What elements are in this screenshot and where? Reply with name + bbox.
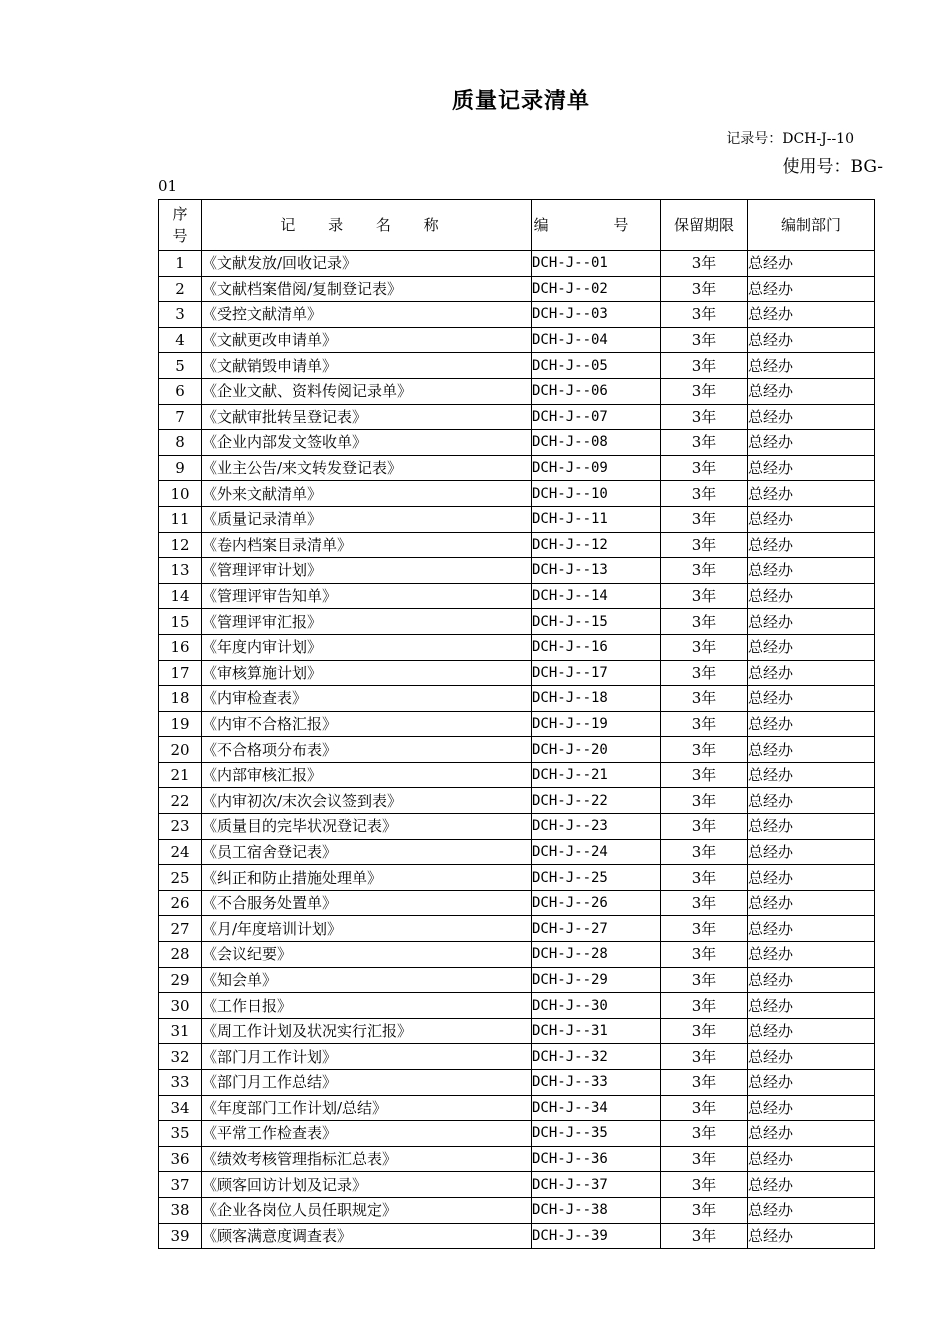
row-dept: 总经办 <box>748 993 875 1019</box>
row-record-name: 《文献审批转呈登记表》 <box>202 404 532 430</box>
row-dept: 总经办 <box>748 788 875 814</box>
row-record-name: 《不合格项分布表》 <box>202 737 532 763</box>
row-retention: 3年 <box>661 276 748 302</box>
row-record-name: 《部门月工作总结》 <box>202 1070 532 1096</box>
row-seq: 25 <box>159 865 202 891</box>
row-record-name: 《员工宿舍登记表》 <box>202 839 532 865</box>
row-record-name: 《审核算施计划》 <box>202 660 532 686</box>
row-dept: 总经办 <box>748 711 875 737</box>
row-record-name: 《业主公告/来文转发登记表》 <box>202 455 532 481</box>
row-record-name: 《内审初次/末次会议签到表》 <box>202 788 532 814</box>
row-code: DCH-J--15 <box>532 609 661 635</box>
row-retention: 3年 <box>661 609 748 635</box>
table-body <box>159 251 875 1249</box>
row-retention: 3年 <box>661 583 748 609</box>
row-retention: 3年 <box>661 430 748 456</box>
row-code: DCH-J--08 <box>532 430 661 456</box>
row-retention: 3年 <box>661 711 748 737</box>
row-seq: 4 <box>159 327 202 353</box>
row-retention: 3年 <box>661 1172 748 1198</box>
row-seq: 20 <box>159 737 202 763</box>
header-record-name <box>202 200 532 251</box>
table-row <box>159 634 875 660</box>
row-seq: 11 <box>159 506 202 532</box>
row-dept: 总经办 <box>748 942 875 968</box>
row-retention: 3年 <box>661 1197 748 1223</box>
row-record-name: 《顾客满意度调查表》 <box>202 1223 532 1249</box>
row-code: DCH-J--25 <box>532 865 661 891</box>
row-record-name: 《管理评审告知单》 <box>202 583 532 609</box>
row-retention: 3年 <box>661 481 748 507</box>
row-seq: 13 <box>159 558 202 584</box>
row-dept: 总经办 <box>748 558 875 584</box>
row-code: DCH-J--05 <box>532 353 661 379</box>
document-title: 质量记录清单 <box>451 89 590 114</box>
row-code: DCH-J--28 <box>532 942 661 968</box>
row-seq: 5 <box>159 353 202 379</box>
table-row <box>159 353 875 379</box>
row-retention: 3年 <box>661 916 748 942</box>
row-record-name: 《卷内档案目录清单》 <box>202 532 532 558</box>
table-row <box>159 916 875 942</box>
row-dept: 总经办 <box>748 1146 875 1172</box>
table-row <box>159 583 875 609</box>
row-code: DCH-J--06 <box>532 378 661 404</box>
row-seq: 6 <box>159 378 202 404</box>
table-row <box>159 788 875 814</box>
table-row <box>159 839 875 865</box>
row-code: DCH-J--34 <box>532 1095 661 1121</box>
row-code: DCH-J--12 <box>532 532 661 558</box>
row-record-name: 《工作日报》 <box>202 993 532 1019</box>
row-dept: 总经办 <box>748 506 875 532</box>
header-record-name-text: 记 录 名 称 <box>280 216 453 234</box>
table-row <box>159 865 875 891</box>
row-seq: 2 <box>159 276 202 302</box>
row-code: DCH-J--11 <box>532 506 661 532</box>
row-seq: 38 <box>159 1197 202 1223</box>
record-number: 记录号：DCH-J--10 <box>726 131 854 147</box>
row-code: DCH-J--29 <box>532 967 661 993</box>
table-row <box>159 302 875 328</box>
row-seq: 10 <box>159 481 202 507</box>
row-code: DCH-J--20 <box>532 737 661 763</box>
row-retention: 3年 <box>661 378 748 404</box>
row-retention: 3年 <box>661 865 748 891</box>
row-code: DCH-J--39 <box>532 1223 661 1249</box>
row-seq: 3 <box>159 302 202 328</box>
row-seq: 36 <box>159 1146 202 1172</box>
table-row <box>159 1095 875 1121</box>
table-row <box>159 481 875 507</box>
row-record-name: 《纠正和防止措施处理单》 <box>202 865 532 891</box>
row-code: DCH-J--32 <box>532 1044 661 1070</box>
row-record-name: 《管理评审计划》 <box>202 558 532 584</box>
row-record-name: 《管理评审汇报》 <box>202 609 532 635</box>
table-row <box>159 609 875 635</box>
header-code-text: 编 号 <box>533 216 659 234</box>
row-dept: 总经办 <box>748 404 875 430</box>
table-row <box>159 1070 875 1096</box>
table-row <box>159 455 875 481</box>
row-retention: 3年 <box>661 1044 748 1070</box>
row-record-name: 《年度内审计划》 <box>202 634 532 660</box>
row-seq: 21 <box>159 762 202 788</box>
row-record-name: 《会议纪要》 <box>202 942 532 968</box>
row-seq: 34 <box>159 1095 202 1121</box>
row-dept: 总经办 <box>748 686 875 712</box>
row-seq: 30 <box>159 993 202 1019</box>
row-record-name: 《文献发放/回收记录》 <box>202 251 532 277</box>
row-retention: 3年 <box>661 737 748 763</box>
row-seq: 23 <box>159 814 202 840</box>
row-dept: 总经办 <box>748 967 875 993</box>
row-dept: 总经办 <box>748 634 875 660</box>
row-retention: 3年 <box>661 455 748 481</box>
table-row <box>159 532 875 558</box>
row-dept: 总经办 <box>748 251 875 277</box>
row-dept: 总经办 <box>748 353 875 379</box>
row-retention: 3年 <box>661 532 748 558</box>
row-retention: 3年 <box>661 686 748 712</box>
row-dept: 总经办 <box>748 1018 875 1044</box>
row-record-name: 《质量目的完毕状况登记表》 <box>202 814 532 840</box>
row-record-name: 《月/年度培训计划》 <box>202 916 532 942</box>
row-retention: 3年 <box>661 327 748 353</box>
row-dept: 总经办 <box>748 839 875 865</box>
table-row <box>159 327 875 353</box>
row-retention: 3年 <box>661 558 748 584</box>
row-retention: 3年 <box>661 967 748 993</box>
row-record-name: 《顾客回访计划及记录》 <box>202 1172 532 1198</box>
table-row <box>159 1018 875 1044</box>
row-code: DCH-J--02 <box>532 276 661 302</box>
row-dept: 总经办 <box>748 1070 875 1096</box>
row-code: DCH-J--18 <box>532 686 661 712</box>
table-header-row <box>159 200 875 251</box>
table-row <box>159 686 875 712</box>
header-seq-line1: 序 <box>172 205 188 223</box>
row-record-name: 《企业内部发文签收单》 <box>202 430 532 456</box>
row-code: DCH-J--31 <box>532 1018 661 1044</box>
row-code: DCH-J--27 <box>532 916 661 942</box>
table-row <box>159 251 875 277</box>
row-retention: 3年 <box>661 1018 748 1044</box>
row-record-name: 《部门月工作计划》 <box>202 1044 532 1070</box>
row-retention: 3年 <box>661 942 748 968</box>
row-retention: 3年 <box>661 1223 748 1249</box>
header-seq-line2: 号 <box>172 227 188 245</box>
row-retention: 3年 <box>661 788 748 814</box>
row-dept: 总经办 <box>748 890 875 916</box>
row-seq: 17 <box>159 660 202 686</box>
row-code: DCH-J--09 <box>532 455 661 481</box>
row-dept: 总经办 <box>748 302 875 328</box>
table-row <box>159 993 875 1019</box>
row-seq: 39 <box>159 1223 202 1249</box>
header-code <box>532 200 661 251</box>
row-record-name: 《周工作计划及状况实行汇报》 <box>202 1018 532 1044</box>
table-row <box>159 430 875 456</box>
row-dept: 总经办 <box>748 1223 875 1249</box>
row-record-name: 《年度部门工作计划/总结》 <box>202 1095 532 1121</box>
table-row <box>159 711 875 737</box>
table-row <box>159 276 875 302</box>
table-row <box>159 1223 875 1249</box>
row-dept: 总经办 <box>748 737 875 763</box>
row-dept: 总经办 <box>748 609 875 635</box>
row-code: DCH-J--10 <box>532 481 661 507</box>
row-record-name: 《平常工作检查表》 <box>202 1121 532 1147</box>
row-seq: 33 <box>159 1070 202 1096</box>
row-record-name: 《绩效考核管理指标汇总表》 <box>202 1146 532 1172</box>
row-dept: 总经办 <box>748 1197 875 1223</box>
row-dept: 总经办 <box>748 276 875 302</box>
row-record-name: 《文献更改申请单》 <box>202 327 532 353</box>
row-retention: 3年 <box>661 353 748 379</box>
row-seq: 1 <box>159 251 202 277</box>
row-retention: 3年 <box>661 814 748 840</box>
row-retention: 3年 <box>661 660 748 686</box>
row-seq: 28 <box>159 942 202 968</box>
row-record-name: 《内审不合格汇报》 <box>202 711 532 737</box>
row-seq: 35 <box>159 1121 202 1147</box>
row-retention: 3年 <box>661 404 748 430</box>
row-dept: 总经办 <box>748 481 875 507</box>
row-record-name: 《企业各岗位人员任职规定》 <box>202 1197 532 1223</box>
row-code: DCH-J--01 <box>532 251 661 277</box>
row-dept: 总经办 <box>748 327 875 353</box>
row-record-name: 《文献档案借阅/复制登记表》 <box>202 276 532 302</box>
row-seq: 15 <box>159 609 202 635</box>
table-row <box>159 1197 875 1223</box>
table-row <box>159 660 875 686</box>
row-dept: 总经办 <box>748 660 875 686</box>
header-dept: 编制部门 <box>748 200 875 251</box>
row-seq: 19 <box>159 711 202 737</box>
row-record-name: 《不合服务处置单》 <box>202 890 532 916</box>
table-row <box>159 890 875 916</box>
table-row <box>159 1146 875 1172</box>
table-row <box>159 1044 875 1070</box>
table-row <box>159 404 875 430</box>
row-code: DCH-J--35 <box>532 1121 661 1147</box>
row-code: DCH-J--37 <box>532 1172 661 1198</box>
row-dept: 总经办 <box>748 532 875 558</box>
row-record-name: 《受控文献清单》 <box>202 302 532 328</box>
row-code: DCH-J--17 <box>532 660 661 686</box>
row-retention: 3年 <box>661 839 748 865</box>
row-record-name: 《内部审核汇报》 <box>202 762 532 788</box>
header-retention: 保留期限 <box>661 200 748 251</box>
row-retention: 3年 <box>661 634 748 660</box>
table-row <box>159 1121 875 1147</box>
row-dept: 总经办 <box>748 1095 875 1121</box>
row-seq: 32 <box>159 1044 202 1070</box>
row-code: DCH-J--13 <box>532 558 661 584</box>
row-dept: 总经办 <box>748 583 875 609</box>
row-code: DCH-J--24 <box>532 839 661 865</box>
row-seq: 29 <box>159 967 202 993</box>
row-seq: 22 <box>159 788 202 814</box>
row-dept: 总经办 <box>748 916 875 942</box>
row-dept: 总经办 <box>748 762 875 788</box>
row-seq: 26 <box>159 890 202 916</box>
row-dept: 总经办 <box>748 1172 875 1198</box>
row-dept: 总经办 <box>748 430 875 456</box>
row-seq: 18 <box>159 686 202 712</box>
row-code: DCH-J--21 <box>532 762 661 788</box>
table-row <box>159 378 875 404</box>
row-retention: 3年 <box>661 1146 748 1172</box>
row-seq: 16 <box>159 634 202 660</box>
row-record-name: 《质量记录清单》 <box>202 506 532 532</box>
row-retention: 3年 <box>661 1121 748 1147</box>
record-list-table <box>158 199 875 1249</box>
table-row <box>159 967 875 993</box>
table-row <box>159 506 875 532</box>
row-code: DCH-J--26 <box>532 890 661 916</box>
row-dept: 总经办 <box>748 814 875 840</box>
row-retention: 3年 <box>661 1095 748 1121</box>
table-row <box>159 558 875 584</box>
row-seq: 31 <box>159 1018 202 1044</box>
row-dept: 总经办 <box>748 455 875 481</box>
table-row <box>159 942 875 968</box>
row-retention: 3年 <box>661 762 748 788</box>
row-seq: 12 <box>159 532 202 558</box>
row-record-name: 《企业文献、资料传阅记录单》 <box>202 378 532 404</box>
row-record-name: 《外来文献清单》 <box>202 481 532 507</box>
row-retention: 3年 <box>661 506 748 532</box>
row-seq: 7 <box>159 404 202 430</box>
row-retention: 3年 <box>661 302 748 328</box>
row-code: DCH-J--30 <box>532 993 661 1019</box>
row-seq: 14 <box>159 583 202 609</box>
row-seq: 9 <box>159 455 202 481</box>
table-row <box>159 737 875 763</box>
row-seq: 24 <box>159 839 202 865</box>
row-code: DCH-J--23 <box>532 814 661 840</box>
row-code: DCH-J--03 <box>532 302 661 328</box>
row-seq: 27 <box>159 916 202 942</box>
row-seq: 8 <box>159 430 202 456</box>
row-dept: 总经办 <box>748 1121 875 1147</box>
row-code: DCH-J--33 <box>532 1070 661 1096</box>
table-row <box>159 814 875 840</box>
row-code: DCH-J--14 <box>532 583 661 609</box>
row-record-name: 《知会单》 <box>202 967 532 993</box>
row-retention: 3年 <box>661 890 748 916</box>
row-code: DCH-J--22 <box>532 788 661 814</box>
row-retention: 3年 <box>661 1070 748 1096</box>
row-dept: 总经办 <box>748 865 875 891</box>
table-row <box>159 762 875 788</box>
header-seq <box>159 200 202 251</box>
use-number: 使用号：BG- <box>782 157 883 177</box>
row-dept: 总经办 <box>748 1044 875 1070</box>
row-code: DCH-J--36 <box>532 1146 661 1172</box>
row-record-name: 《文献销毁申请单》 <box>202 353 532 379</box>
row-dept: 总经办 <box>748 378 875 404</box>
row-code: DCH-J--07 <box>532 404 661 430</box>
row-code: DCH-J--19 <box>532 711 661 737</box>
row-record-name: 《内审检查表》 <box>202 686 532 712</box>
row-retention: 3年 <box>661 251 748 277</box>
row-code: DCH-J--16 <box>532 634 661 660</box>
row-seq: 37 <box>159 1172 202 1198</box>
row-code: DCH-J--38 <box>532 1197 661 1223</box>
use-number-continuation: 01 <box>158 177 178 195</box>
row-retention: 3年 <box>661 993 748 1019</box>
table-row <box>159 1172 875 1198</box>
row-code: DCH-J--04 <box>532 327 661 353</box>
